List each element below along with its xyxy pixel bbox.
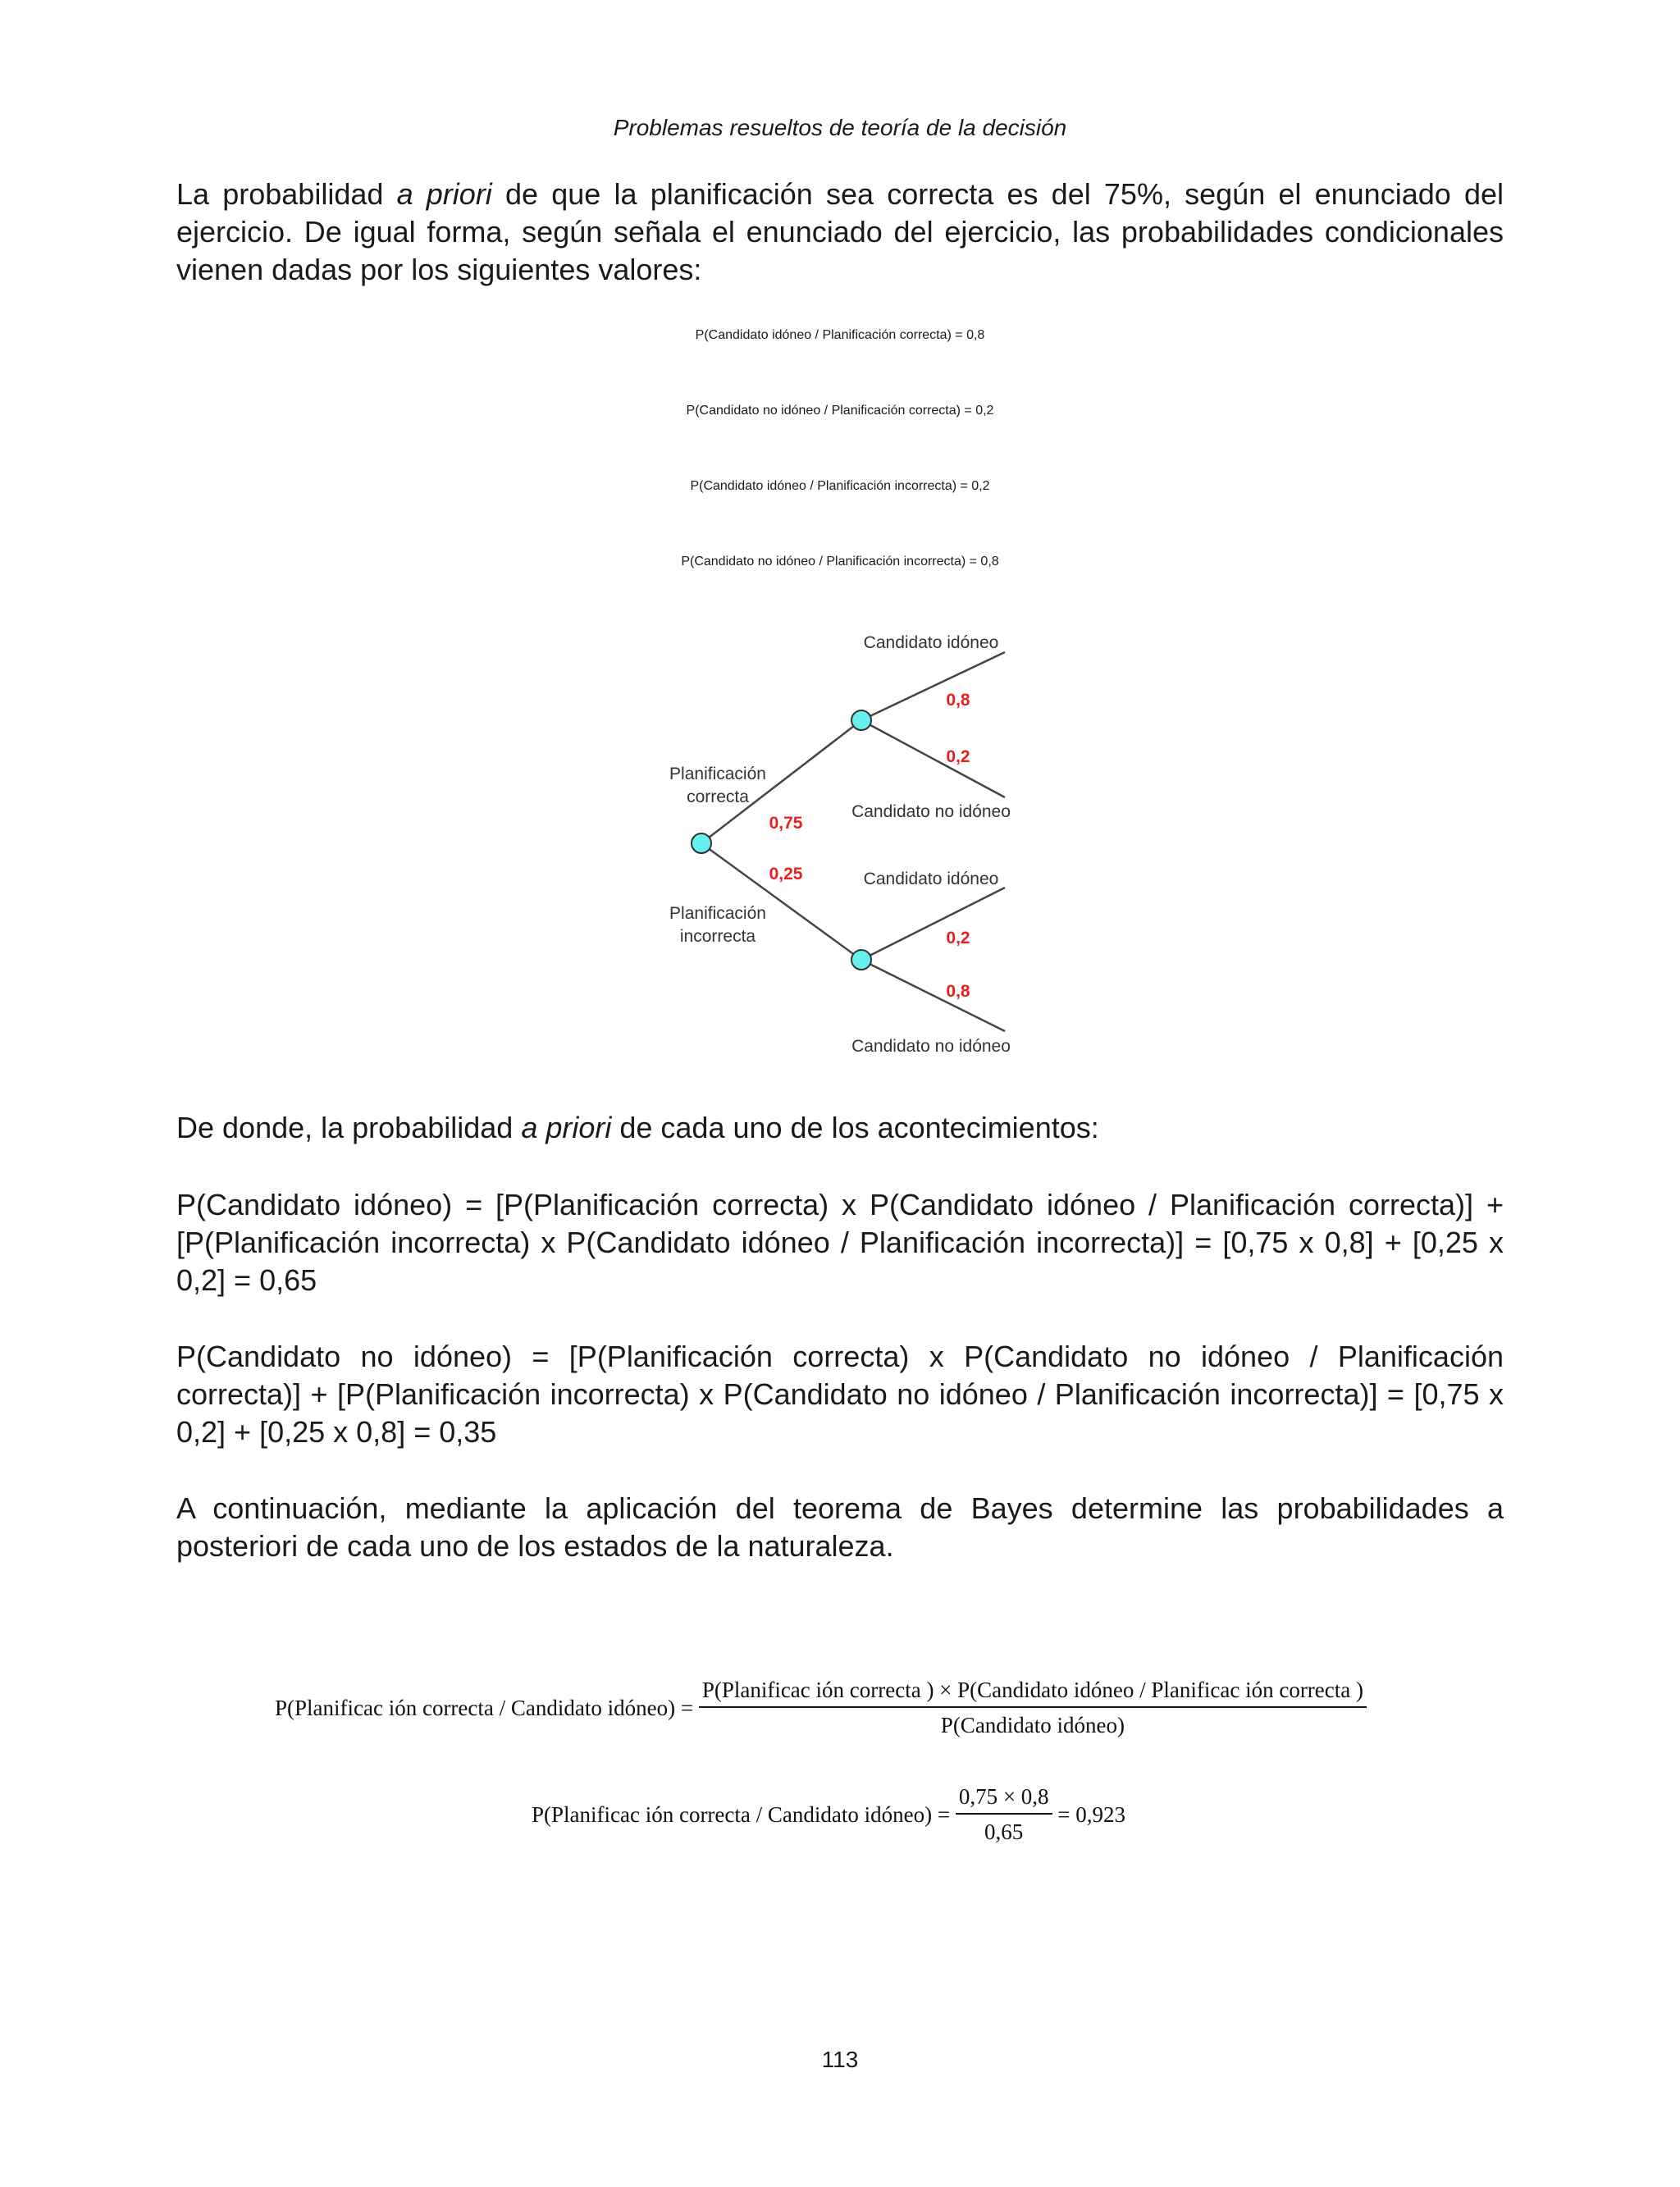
formula1-denominator: P(Candidato idóneo) [940, 1713, 1125, 1737]
formula2-lhs: P(Planificac ión correcta / Candidato idóneo) = [532, 1801, 951, 1827]
equation-conditional-4: P(Candidato no idóneo / Planificación incorrecta) = 0,8 [681, 555, 999, 568]
label-lower-candidato-no-idoneo: Candidato no idóneo [851, 1037, 1011, 1056]
equation-conditional-1: P(Candidato idóneo / Planificación correcta) = 0,8 [695, 328, 985, 342]
formula1-numerator: P(Planificac ión correcta ) × P(Candidato idóneo / Planificac ión correcta ) [699, 1678, 1367, 1708]
formula2-fraction [956, 1784, 1052, 1845]
formula2-numerator: 0,75 × 0,8 [956, 1784, 1052, 1815]
bayes-formula-numeric [532, 1784, 1125, 1845]
branch-line-upper-top [861, 652, 1005, 720]
prob-upper-top: 0,8 [946, 691, 970, 710]
label-upper-candidato-idoneo: Candidato idóneo [863, 633, 999, 652]
label-planificacion-correcta-1: Planificación [669, 765, 766, 783]
label-planificacion-correcta-2: correcta [687, 788, 749, 806]
label-planificacion-incorrecta-1: Planificación [669, 904, 766, 923]
page-number: 113 [821, 2047, 859, 2072]
root-node [692, 833, 711, 853]
prob-lower-top: 0,2 [946, 929, 970, 947]
upper-chance-node [851, 710, 871, 730]
branch-line-upper-bottom [861, 720, 1005, 797]
probability-tree-diagram [640, 623, 1050, 1083]
branch-line-lower-bottom [861, 960, 1005, 1031]
formula1-lhs: P(Planificac ión correcta / Candidato idóneo) = [275, 1695, 694, 1720]
branch-line-lower-top [861, 888, 1005, 960]
prob-upper-bottom-value: 0,2 [946, 747, 970, 766]
label-lower-candidato-idoneo: Candidato idóneo [863, 870, 999, 888]
formula2-denominator: 0,65 [984, 1819, 1024, 1844]
label-upper-candidato-no-idoneo: Candidato no idóneo [851, 802, 1011, 821]
equation-conditional-3: P(Candidato idóneo / Planificación incorrecta) = 0,2 [690, 479, 990, 493]
prob-correct: 0,75 [769, 814, 803, 833]
prob-incorrect: 0,25 [769, 865, 803, 883]
formula2-result: = 0,923 [1057, 1801, 1126, 1827]
paragraph-bayes-intro: A continuación, mediante la aplicación del teorema de Bayes determine las probabilidades a posteriori de cada uno de los estados de la naturaleza. [176, 1491, 1504, 1563]
paragraph-p-candidato-idoneo: P(Candidato idóneo) = [P(Planificación correcta) x P(Candidato idóneo / Planificación correcta)] + [P(Planificación incorrecta) x P(Candidato idóneo / Planificación incorrecta)] = [0,75 x 0,8] + [0,25 x 0,2] = 0,65 [176, 1188, 1504, 1297]
bayes-formula-general [275, 1678, 1367, 1738]
paragraph-prior-probability: La probabilidad a priori de que la planificación sea correcta es del 75%, según el enunciado del ejercicio. De igual forma, según señala el enunciado del ejercicio, las probabilidades condicionales vienen dadas por los siguientes valores: [176, 177, 1504, 286]
formula1-fraction [699, 1678, 1367, 1738]
equation-conditional-2: P(Candidato no idóneo / Planificación correcta) = 0,2 [686, 404, 994, 418]
label-planificacion-incorrecta-2: incorrecta [679, 927, 756, 946]
prob-lower-bottom: 0,8 [946, 982, 970, 1001]
paragraph-prior-events: De donde, la probabilidad a priori de cada uno de los acontecimientos: [176, 1111, 1099, 1144]
lower-chance-node [851, 950, 871, 970]
paragraph-p-candidato-no-idoneo: P(Candidato no idóneo) = [P(Planificación correcta) x P(Candidato no idóneo / Planificación correcta)] + [P(Planificación incorrecta) x P(Candidato no idóneo / Planificación incorrecta)] = [0,75 x 0,2] + [0,25 x 0,8] = 0,35 [176, 1340, 1504, 1449]
running-header: Problemas resueltos de teoría de la decisión [613, 115, 1067, 140]
